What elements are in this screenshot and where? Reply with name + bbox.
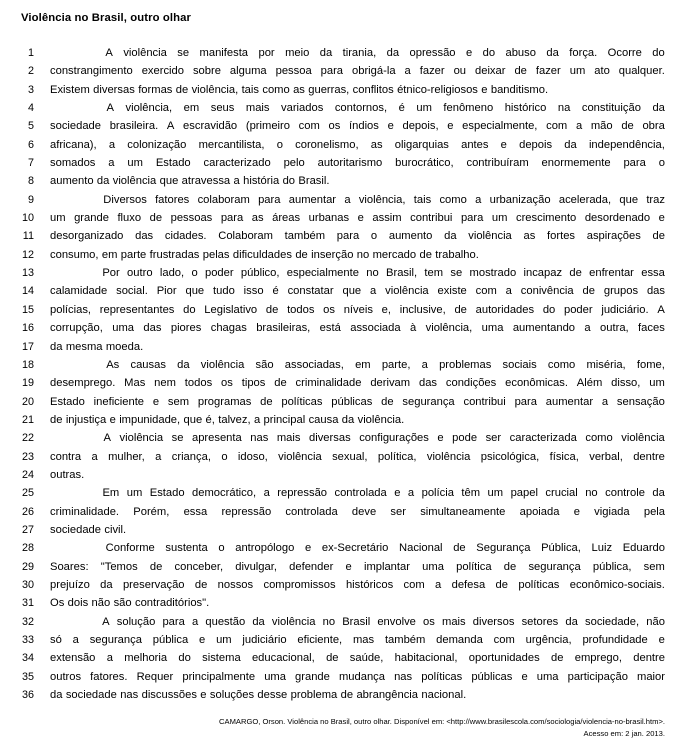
line-text: calamidade social. Pior que tudo isso é constatar que a violência existe com a conivência de grupos das [50, 285, 665, 298]
line-number: 29 [21, 560, 34, 573]
page-title: Violência no Brasil, outro olhar [21, 11, 191, 24]
line-text: Os dois não são contraditórios". [50, 597, 210, 610]
line-number: 4 [27, 102, 34, 115]
text-line [0, 319, 680, 337]
text-line [0, 264, 680, 282]
citation-access-date: Acesso em: 2 jan. 2013. [583, 728, 665, 738]
line-number: 25 [21, 487, 34, 500]
text-line [0, 246, 680, 264]
line-number: 14 [21, 285, 34, 298]
text-line [0, 172, 680, 190]
source-citation [50, 716, 665, 739]
line-number: 33 [21, 634, 34, 646]
line-text: Estado ineficiente e sem programas de políticas públicas de segurança contribui para aumentar a sensação [50, 395, 665, 408]
line-text: desorganizado das cidades. Colaboram também para o aumento da violência as fortes aspirações de [50, 230, 665, 243]
text-line [0, 99, 680, 117]
text-line [0, 209, 680, 227]
text-line [0, 503, 680, 521]
line-text: polícias, representantes do Legislativo de todos os níveis e, inclusive, de autoridades do poder judiciário. A [50, 303, 665, 316]
line-number: 22 [21, 432, 34, 445]
line-text: outras. [50, 468, 85, 481]
text-line [0, 136, 680, 154]
line-number: 21 [21, 413, 34, 426]
line-number: 35 [21, 670, 34, 683]
line-number: 17 [21, 340, 34, 353]
text-line [0, 282, 680, 300]
line-text: extensão a melhoria do sistema educacional, de saúde, habitacional, oportunidades de emprego, dentre [50, 652, 665, 665]
text-line [0, 411, 680, 429]
line-number: 7 [27, 157, 34, 170]
line-number: 24 [21, 468, 34, 481]
text-line [0, 558, 680, 576]
line-number: 26 [21, 505, 34, 518]
line-number: 3 [27, 83, 34, 96]
text-line [0, 448, 680, 466]
line-text: Existem diversas formas de violência, tais como as guerras, conflitos étnico-religiosos e banditismo. [50, 83, 549, 96]
line-text: de injustiça e impunidade, que é, talvez, a principal causa da violência. [50, 413, 405, 426]
citation-reference: CAMARGO, Orson. Violência no Brasil, outro olhar. Disponível em: <http://www.brasilescola.com/sociologia/violencia-no-brasil.htm>. [219, 717, 665, 726]
line-number: 5 [27, 120, 34, 133]
text-line [0, 594, 680, 612]
text-line [0, 576, 680, 594]
line-number: 15 [21, 303, 34, 316]
text-line [0, 338, 680, 356]
text-line [0, 393, 680, 411]
line-text: prejuízo da preservação de nossos compromissos históricos com a defesa de políticas econômico-sociais. [50, 578, 665, 591]
line-number: 28 [21, 542, 34, 555]
text-line [0, 81, 680, 99]
line-text: Diversos fatores colaboram para aumentar a violência, tais como a urbanização acelerada, que traz [103, 193, 665, 206]
line-number: 16 [21, 322, 34, 335]
text-line [0, 668, 680, 686]
line-number: 32 [21, 615, 34, 628]
line-number: 27 [21, 523, 34, 536]
line-number: 34 [21, 652, 34, 665]
text-line [0, 301, 680, 319]
text-line [0, 484, 680, 502]
line-text: Por outro lado, o poder público, especialmente no Brasil, tem se mostrado incapaz de enfrentar essa [102, 267, 665, 280]
line-number: 2 [27, 65, 34, 78]
text-line [0, 613, 680, 631]
line-text: somados a um Estado caracterizado pelo autoritarismo burocrático, contribuíram enormemente para o [50, 157, 665, 170]
text-line [0, 117, 680, 135]
line-text: sociedade civil. [50, 523, 127, 536]
line-text: A violência, em seus mais variados contornos, é um fenômeno histórico na constituição da [106, 102, 665, 115]
line-number: 1 [27, 47, 34, 59]
text-line [0, 62, 680, 80]
text-line [0, 374, 680, 392]
line-text: só a segurança pública e um judiciário eficiente, mas também demanda com urgência, profundidade e [50, 634, 665, 646]
line-text: Soares: "Temos de conceber, divulgar, defender e implantar uma política de segurança pública, sem [50, 560, 665, 573]
line-text: criminalidade. Porém, essa repressão controlada deve ser simultaneamente apoiada e vigiada pela [50, 505, 665, 518]
line-text: da mesma moeda. [50, 340, 144, 353]
line-text: outros fatores. Requer principalmente uma grande mudança nas políticas públicas e uma participação maior [50, 670, 665, 683]
text-line [0, 154, 680, 172]
line-text: corrupção, uma das piores chagas brasileiras, está associada à violência, uma aumentando a outra, faces [50, 322, 665, 335]
line-number: 11 [22, 230, 34, 243]
line-number: 12 [21, 248, 34, 261]
text-line [0, 649, 680, 667]
text-line [0, 429, 680, 447]
line-text: A solução para a questão da violência no Brasil envolve os mais diversos setores da sociedade, não [102, 615, 665, 628]
line-text: contra a mulher, a criança, o idoso, violência sexual, política, violência psicológica, física, verbal, dentre [50, 450, 665, 463]
line-text: aumento da violência que atravessa a história do Brasil. [50, 175, 330, 188]
line-number: 13 [21, 267, 34, 280]
line-text: A violência se apresenta nas mais diversas configurações e pode ser caracterizada como violência [103, 432, 665, 445]
line-text: africana), a colonização mercantilista, o coronelismo, as oligarquias antes e depois da independência, [50, 138, 665, 151]
line-number: 9 [27, 193, 34, 206]
line-number: 8 [27, 175, 34, 188]
text-line [0, 227, 680, 245]
line-text: constrangimento exercido sobre alguma pessoa para obrigá-la a fazer ou deixar de fazer um ato qualquer. [50, 65, 665, 78]
line-number: 18 [21, 358, 34, 371]
line-text: sociedade brasileira. A escravidão (primeiro com os índios e depois, e especialmente, com a mão de obra [50, 120, 665, 133]
line-text: Conforme sustenta o antropólogo e ex-Secretário Nacional de Segurança Pública, Luiz Eduardo [105, 542, 665, 555]
line-number: 30 [21, 578, 34, 591]
line-number: 36 [21, 689, 34, 702]
text-line [0, 356, 680, 374]
text-line [0, 191, 680, 209]
text-line [0, 686, 680, 704]
line-text: Em um Estado democrático, a repressão controlada e a polícia têm um papel crucial no controle da [102, 487, 665, 500]
line-number: 23 [21, 450, 34, 463]
line-number: 10 [21, 212, 34, 225]
line-text: As causas da violência são associadas, em parte, a problemas sociais como miséria, fome, [106, 358, 665, 371]
line-text: da sociedade nas discussões e soluções desse problema de abrangência nacional. [50, 689, 467, 702]
line-text: um grande fluxo de pessoas para as áreas urbanas e assim contribui para um crescimento desordenado e [50, 212, 665, 225]
line-text: desemprego. Mas nem todos os tipos de criminalidade derivam das condições econômicas. Além disso, um [50, 377, 665, 390]
line-number: 6 [27, 138, 34, 151]
text-line [0, 44, 680, 62]
numbered-text-block [0, 44, 680, 704]
line-text: A violência se manifesta por meio da tirania, da opressão e do abuso da força. Ocorre do [105, 47, 665, 59]
text-line [0, 521, 680, 539]
text-line [0, 539, 680, 557]
line-text: consumo, em parte frustradas pelas dificuldades de inserção no mercado de trabalho. [50, 248, 479, 261]
line-number: 20 [21, 395, 34, 408]
text-line [0, 631, 680, 649]
text-line [0, 466, 680, 484]
line-number: 19 [21, 377, 34, 390]
line-number: 31 [21, 597, 34, 610]
